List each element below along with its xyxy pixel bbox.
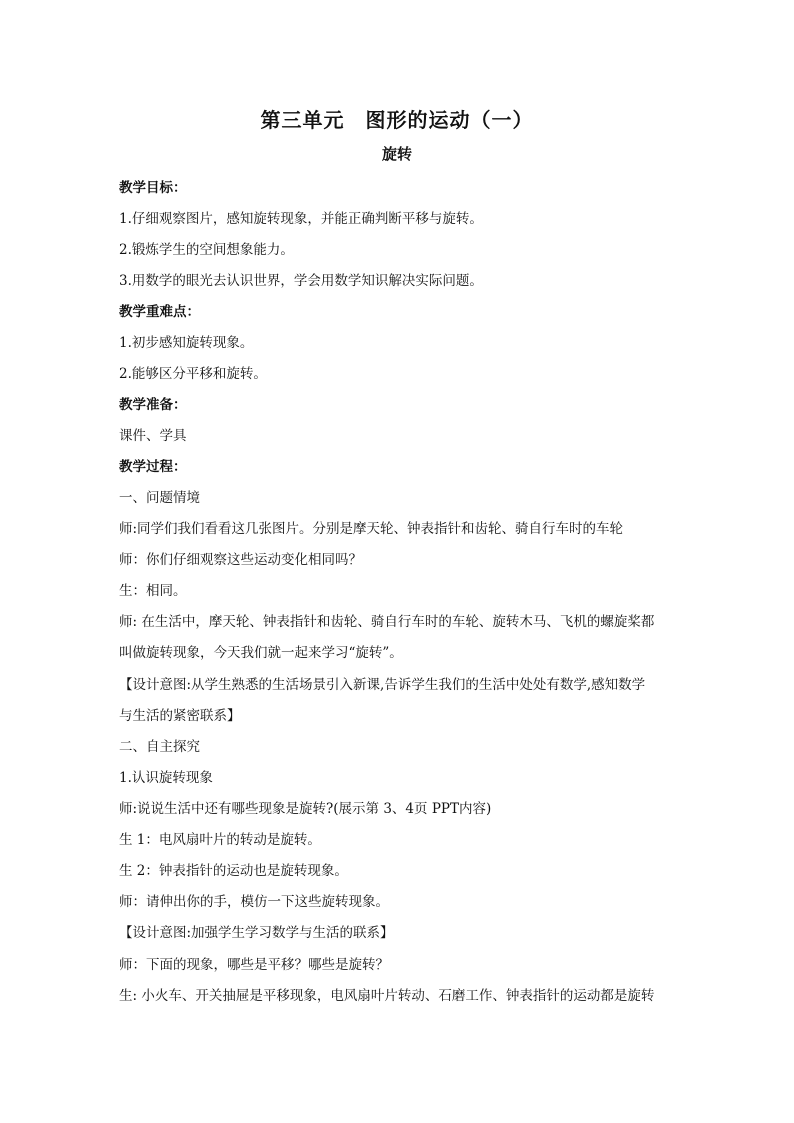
paragraph-line: 3.用数学的眼光去认识世界，学会用数学知识解决实际问题。 (119, 273, 483, 289)
paragraph-line: 【设计意图:加强学生学习数学与生活的联系】 (119, 925, 394, 941)
paragraph-line: 师:同学们我们看看这几张图片。分别是摩天轮、钟表指针和齿轮、骑自行车时的车轮 (119, 521, 624, 537)
paragraph-line: 与生活的紧密联系】 (119, 708, 241, 724)
paragraph-line: 1.仔细观察图片，感知旋转现象，并能正确判断平移与旋转。 (119, 211, 483, 227)
section-heading-preparation: 教学准备： (119, 397, 187, 413)
paragraph-line: 1.认识旋转现象 (119, 770, 213, 786)
paragraph-line: 二、自主探究 (119, 739, 200, 755)
paragraph-line: 师：你们仔细观察这些运动变化相同吗？ (119, 552, 362, 568)
paragraph-line: 生 2：钟表指针的运动也是旋转现象。 (119, 863, 348, 879)
section-heading-objectives: 教学目标： (119, 180, 187, 196)
paragraph-line: 一、问题情境 (119, 490, 200, 506)
page-subtitle: 旋转 (381, 145, 412, 163)
paragraph-line: 师：请伸出你的手，模仿一下这些旋转现象。 (119, 894, 389, 910)
paragraph-line: 【设计意图:从学生熟悉的生活场景引入新课,告诉学生我们的生活中处处有数学,感知数学 (119, 677, 646, 693)
section-heading-key-points: 教学重难点： (119, 304, 200, 320)
paragraph-line: 2.能够区分平移和旋转。 (119, 366, 267, 382)
section-heading-process: 教学过程： (119, 459, 187, 475)
paragraph-line: 师:说说生活中还有哪些现象是旋转?(展示第 3、4页 PPT内容) (119, 801, 492, 817)
paragraph-line: 2.锻炼学生的空间想象能力。 (119, 242, 294, 258)
paragraph-line: 叫做旋转现象，今天我们就一起来学习“旋转”。 (119, 645, 403, 661)
paragraph-line: 师: 在生活中，摩天轮、钟表指针和齿轮、骑自行车时的车轮、旋转木马、飞机的螺旋桨都 (119, 614, 655, 630)
paragraph-line: 1.初步感知旋转现象。 (119, 335, 254, 351)
paragraph-line: 课件、学具 (119, 428, 187, 444)
paragraph-line: 师：下面的现象，哪些是平移？哪些是旋转？ (119, 957, 389, 973)
page-title: 第三单元 图形的运动（一） (260, 108, 534, 132)
paragraph-line: 生：相同。 (119, 583, 187, 599)
paragraph-line: 生 1：电风扇叶片的转动是旋转。 (119, 832, 321, 848)
paragraph-line: 生: 小火车、开关抽屉是平移现象，电风扇叶片转动、石磨工作、钟表指针的运动都是旋转 (119, 988, 655, 1004)
